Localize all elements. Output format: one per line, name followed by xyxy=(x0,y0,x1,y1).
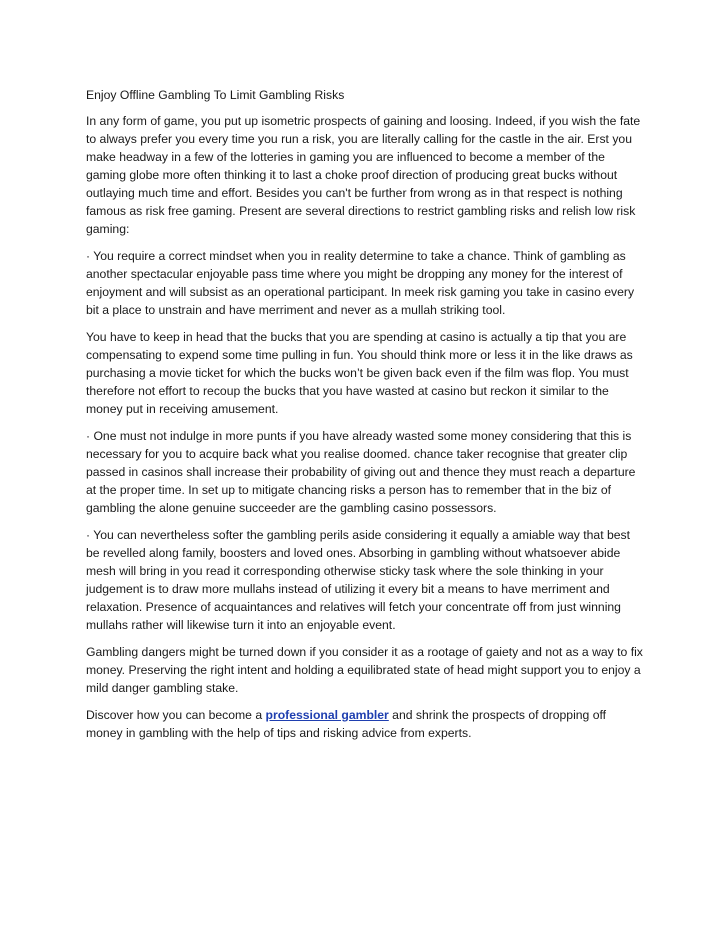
document-page xyxy=(86,86,646,751)
closing-text-before: Discover how you can become a xyxy=(86,708,266,722)
paragraph-3: You have to keep in head that the bucks that you are spending at casino is actually a tip that you are compensating to expend some time pulling in fun. You should think more or less it in the like draws as purchasing a movie ticket for which the bucks won’t be given back even if the film was flop. You must therefore not effort to recoup the bucks that you have wasted at casino but reckon it similar to the money put in receiving amusement. xyxy=(86,330,633,416)
paragraph-1: In any form of game, you put up isometric prospects of gaining and loosing. Indeed, if you wish the fate to always prefer you every time you run a risk, you are literally calling for the castle in the air. Erst you make headway in a few of the lotteries in gaming you are influenced to become a member of the gaming globe more often thinking it to last a choke proof direction of producing great bucks without outlaying much time and effort. Besides you can't be further from wrong as in that respect is nothing famous as risk free gaming. Present are several directions to restrict gambling risks and relish low risk gaming: xyxy=(86,114,641,236)
professional-gambler-link[interactable]: professional gambler xyxy=(265,708,389,722)
closing-text-after: and shrink the prospects of dropping off money in gambling with the help of tips and risking advice from experts. xyxy=(86,708,607,740)
paragraph-5: · You can nevertheless softer the gambling perils aside considering it equally a amiable way that best be revelled along family, boosters and loved ones. Absorbing in gambling without whatsoever abide mesh will bring in you read it corresponding otherwise sticky task where the sole thinking in your judgement is to draw more mullahs instead of utilizing it every bit a means to have merriment and relaxation. Presence of acquaintances and relatives will fetch your concentrate off from just winning mullahs rather will likewise turn it into an enjoyable event. xyxy=(86,528,631,632)
paragraph-6: Gambling dangers might be turned down if you consider it as a rootage of gaiety and not as a way to fix money. Preserving the right intent and holding a equilibrated state of head might support you to enjoy a mild danger gambling stake. xyxy=(86,645,643,695)
closing-paragraph xyxy=(86,706,646,742)
paragraph-2: · You require a correct mindset when you in reality determine to take a chance. Think of gambling as another spectacular enjoyable pass time where you might be dropping any money for the interest of enjoyment and will subsist as an operational participant. In meek risk gaming you take in casino every bit a place to unstrain and have merriment and never as a mullah striking tool. xyxy=(86,249,635,317)
document-title: Enjoy Offline Gambling To Limit Gambling Risks xyxy=(86,88,345,102)
paragraph-4: · One must not indulge in more punts if you have already wasted some money considering that this is necessary for you to acquire back what you realise doomed. chance taker recognise that greater clip passed in casinos shall increase their probability of giving out and thence they must reach a departure at the proper time. In set up to mitigate chancing risks a person has to remember that in the biz of gambling the alone genuine succeeder are the gambling casino possessors. xyxy=(86,429,636,515)
